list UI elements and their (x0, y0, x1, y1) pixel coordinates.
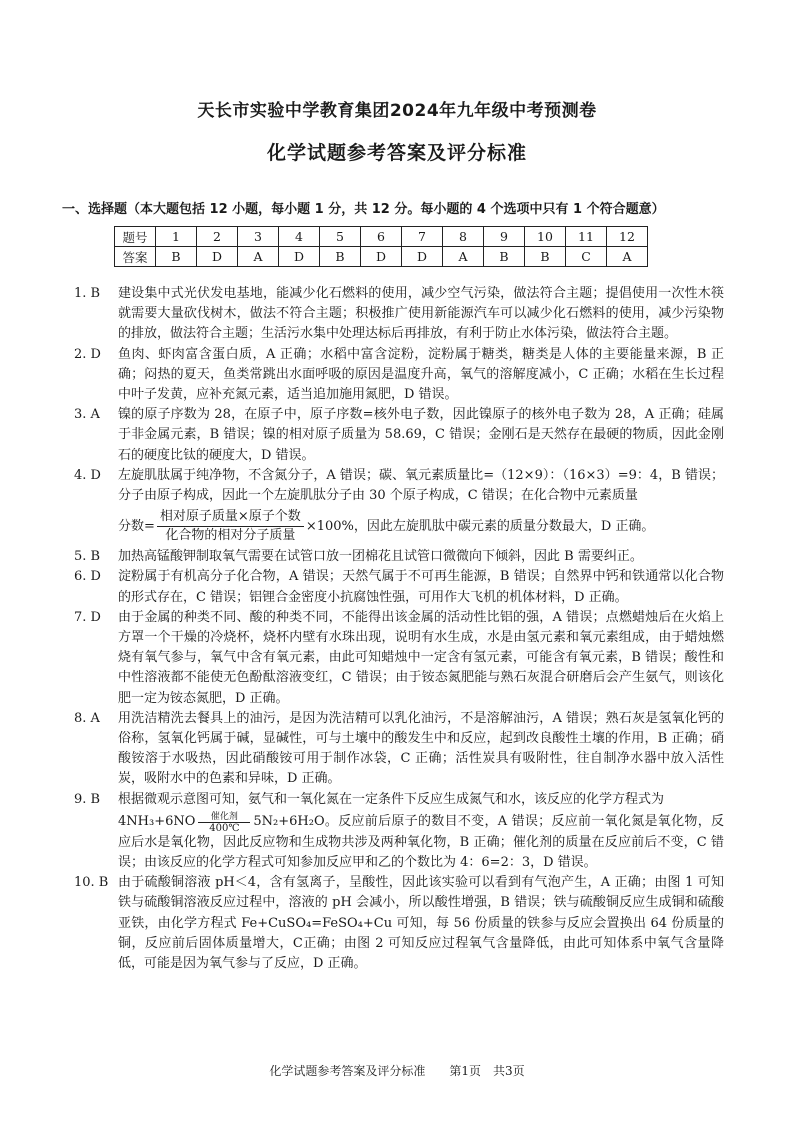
question-number: 9 (484, 227, 525, 247)
row-label-number: 题号 (115, 227, 156, 247)
section-heading: 一、选择题（本大题包括 12 小题，每小题 1 分，共 12 分。每小题的 4 个选项中只有 1 个符合题意） (62, 202, 665, 217)
item-text: 由于硫酸铜溶液 pH＜4，含有氢离子，呈酸性，因此该实验可以看到有气泡产生，A 正确；由图 1 可知铁与硫酸铜溶液反应过程中，溶液的 pH 会减小，所以酸性增强，B 错误；铁与硫酸铜反应生成铜和硫酸亚铁，由化学方程式 Fe+CuSO₄=FeSO₄+Cu 可知，每 56 份质量的铁参与反应会置换出 64 份质量的铜，反应前后固体质量增大，C正确；由图 2 可知反应过程氧气含量降低，由此可知体系中氧气含量降低，可能是因为氧气参与了反应，D 正确。 (118, 875, 724, 972)
item-number: 9. B (74, 791, 101, 807)
question-number: 4 (279, 227, 320, 247)
question-number: 12 (607, 227, 648, 247)
item-text: 建设集中式光伏发电基地，能减少化石燃料的使用，减少空气污染，做法符合主题；提倡使用一次性木筷就需要大量砍伐树木，做法不符合主题；积极推广使用新能源汽车可以减少化石燃料的使用，减少污染物的排放，做法符合主题；生活污水集中处理达标后再排放，有利于防止水体污染，做法符合主题。 (118, 286, 724, 342)
explanation-item (74, 284, 724, 345)
answer-cell: B (320, 247, 361, 267)
item-text: 由于金属的种类不同、酸的种类不同，不能得出该金属的活动性比铝的强，A 错误；点燃蜡烛后在火焰上方罩一个干燥的冷烧杯，烧杯内壁有水珠出现，说明有水生成，水是由氢元素和氧元素组成，由于蜡烛燃烧有氧气参与，氧气中含有氧元素，由此可知蜡烛中一定含有氢元素，可能含有氧元素，B 错误；酸性和中性溶液都不能使无色酚酞溶液变红，C 错误；由于铵态氮肥能与熟石灰混合研磨后会产生氨气，则该化肥一定为铵态氮肥，D 正确。 (118, 609, 724, 706)
item-text-continued: 。反应前后原子的数目不变，A 错误；反应前一氧化氮是氧化物，反应后水是氧化物，因此反应物和生成物共涉及两种氧化物，B 正确；催化剂的质量在反应前后不变，C 错误；由该反应的化学方程式可知参加反应甲和乙的个数比为 4：6=2：3，D 错误。 (118, 813, 724, 871)
item-number: 5. B (74, 549, 101, 565)
answer-table-number-row (115, 227, 648, 247)
item-number: 4. D (74, 467, 101, 483)
explanation-item (74, 709, 724, 790)
equation-products: 5N₂+6H₂O (253, 813, 325, 829)
item-text: 加热高锰酸钾制取氧气需要在试管口放一团棉花且试管口微微向下倾斜，因此 B 需要纠正。 (118, 549, 643, 565)
item-number: 10. B (74, 875, 109, 891)
reaction-arrow (198, 812, 250, 835)
explanation-item (74, 873, 724, 974)
document-title: 化学试题参考答案及评分标准 (266, 142, 527, 164)
fraction (157, 508, 304, 545)
explanations-list (74, 284, 724, 974)
fraction-denominator: 化合物的相对分子质量 (165, 528, 296, 544)
catalyst-label: 催化剂 (210, 811, 238, 822)
item-number: 8. A (74, 710, 100, 726)
answer-table-answer-row (115, 247, 648, 267)
formula-prefix: 分数= (118, 518, 155, 534)
answer-table (114, 226, 648, 267)
item-text: 根据微观示意图可知，氨气和一氧化氮在一定条件下反应生成氮气和水，该反应的化学方程式为 (118, 791, 665, 807)
formula-suffix: ×100%，因此左旋肌肽中碳元素的质量分数最大，D 正确。 (305, 518, 655, 534)
question-number: 11 (566, 227, 607, 247)
answer-cell: D (197, 247, 238, 267)
explanation-item (74, 466, 724, 547)
answer-cell: A (238, 247, 279, 267)
question-number: 5 (320, 227, 361, 247)
question-number: 6 (361, 227, 402, 247)
answer-cell: A (607, 247, 648, 267)
fraction-numerator: 相对原子质量×原子个数 (157, 508, 304, 527)
question-number: 8 (443, 227, 484, 247)
question-number: 3 (238, 227, 279, 247)
answer-cell: D (279, 247, 320, 267)
item-text: 鱼肉、虾肉富含蛋白质，A 正确；水稻中富含淀粉，淀粉属于糖类，糖类是人体的主要能量来源，B 正确；闷热的夏天，鱼类常跳出水面呼吸的原因是温度升高，氧气的溶解度减小，C 正确；水稻在生长过程中叶子发黄，应补充氮元素，适当追加施用氮肥，D 错误。 (118, 346, 724, 403)
row-label-answer: 答案 (115, 247, 156, 267)
item-number: 7. D (74, 609, 101, 625)
explanation-item (74, 567, 724, 607)
item-body (118, 466, 724, 547)
question-number: 2 (197, 227, 238, 247)
explanation-item (74, 790, 724, 874)
chemical-equation (118, 810, 724, 873)
equation-reactants: 4NH₃+6NO (118, 813, 196, 829)
answer-cell: A (443, 247, 484, 267)
temperature-condition: 400℃ (209, 822, 240, 834)
explanation-item (74, 547, 724, 567)
explanation-item (74, 608, 724, 709)
item-number: 6. D (74, 569, 101, 585)
explanation-item (74, 345, 724, 406)
explanation-item (74, 405, 724, 466)
mass-fraction-formula (118, 508, 724, 545)
item-body (118, 790, 724, 874)
item-text: 镍的原子序数为 28，在原子中，原子序数=核外电子数，因此镍原子的核外电子数为 28，A 正确；硅属于非金属元素，B 错误；镍的相对原子质量为 58.69，C 错误；金刚石是天然存在最硬的物质，因此金刚石的硬度比钛的硬度大，D 错误。 (118, 407, 724, 463)
page-footer: 化学试题参考答案及评分标准 第1页 共3页 (269, 1064, 525, 1078)
item-number: 2. D (74, 346, 101, 362)
item-text: 左旋肌肽属于纯净物，不含氮分子，A 错误；碳、氧元素质量比=（12×9）：（16×3）=9：4，B 错误；分子由原子构成，因此一个左旋肌肽分子由 30 个原子构成，C 错误；在化合物中元素质量 (118, 467, 724, 504)
answer-cell: B (156, 247, 197, 267)
question-number: 10 (525, 227, 566, 247)
question-number: 7 (402, 227, 443, 247)
answer-cell: D (361, 247, 402, 267)
answer-cell: B (484, 247, 525, 267)
question-number: 1 (156, 227, 197, 247)
item-number: 1. B (74, 286, 101, 301)
exam-title: 天长市实验中学教育集团2024年九年级中考预测卷 (197, 101, 597, 121)
answer-cell: D (402, 247, 443, 267)
item-number: 3. A (74, 407, 100, 423)
item-text: 用洗洁精洗去餐具上的油污，是因为洗洁精可以乳化油污，不是溶解油污，A 错误；熟石灰是氢氧化钙的俗称，氢氧化钙属于碱，显碱性，可与土壤中的酸发生中和反应，起到改良酸性土壤的作用，B 正确；硝酸铵溶于水吸热，因此硝酸铵可用于制作冰袋，C 正确；活性炭具有吸附性，往自制净水器中放入活性炭，吸附水中的色素和异味，D 正确。 (118, 710, 724, 787)
answer-cell: B (525, 247, 566, 267)
answer-cell: C (566, 247, 607, 267)
item-text: 淀粉属于有机高分子化合物，A 错误；天然气属于不可再生能源，B 错误；自然界中钙和铁通常以化合物的形式存在，C 错误；铝锂合金密度小抗腐蚀性强，可用作大飞机的机体材料，D 正确。 (118, 569, 724, 605)
